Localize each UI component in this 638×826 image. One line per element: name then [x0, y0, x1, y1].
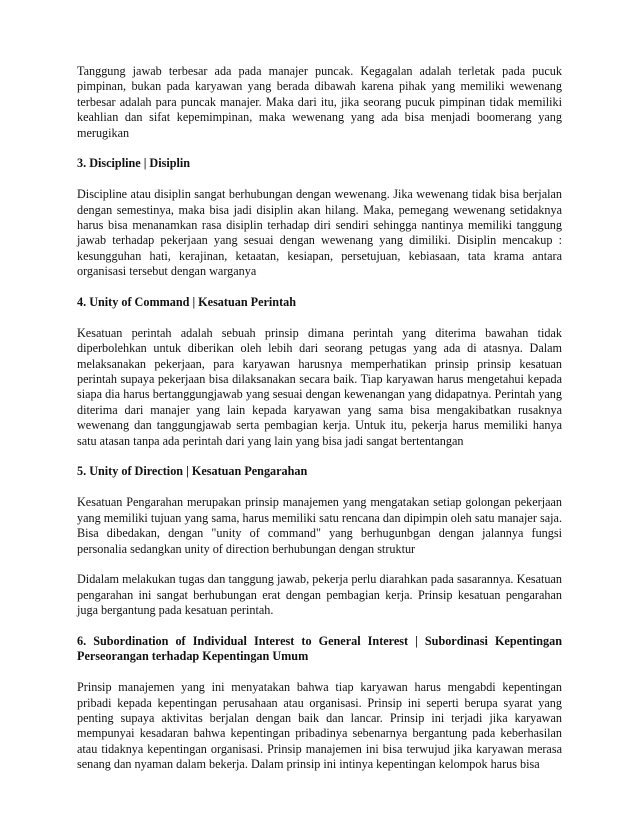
- spacer: [77, 172, 562, 187]
- intro-paragraph: Tanggung jawab terbesar ada pada manajer puncak. Kegagalan adalah terletak pada pucuk pimpinan, bukan pada karyawan yang berada dibawah karena pihak yang memiliki wewenang terbesar adalah para puncak manajer. Maka dari itu, jika seorang pucuk pimpinan tidak memiliki keahlian dan sifat kepemimpinan, maka wewenang yang ada bisa menjadi boomerang yang merugikan: [77, 64, 562, 140]
- section-heading-unity-of-command: 4. Unity of Command | Kesatuan Perintah: [77, 295, 297, 310]
- spacer: [77, 280, 562, 295]
- section-heading-subordination: 6. Subordination of Individual Interest to General Interest | Subordinasi Kepentingan Perseorangan terhadap Kepentingan Umum: [77, 633, 562, 664]
- spacer: [77, 449, 562, 464]
- spacer: [77, 480, 562, 495]
- section-paragraph: Kesatuan Pengarahan merupakan prinsip manajemen yang mengatakan setiap golongan pekerjaan yang memiliki tujuan yang sama, harus memiliki satu rencana dan dipimpin oleh satu manajer saja. Bisa dibedakan, dengan "unity of command" yang berhugunbgan dengan jalannya fungsi personalia sedangkan unity of direction berhubungan dengan struktur: [77, 495, 562, 556]
- spacer: [77, 141, 562, 156]
- section-heading-discipline: 3. Discipline | Disiplin: [77, 156, 191, 171]
- section-heading-unity-of-direction: 5. Unity of Direction | Kesatuan Pengarahan: [77, 464, 308, 479]
- spacer: [77, 310, 562, 325]
- section-paragraph: Kesatuan perintah adalah sebuah prinsip dimana perintah yang diterima bawahan tidak diperbolehkan untuk diberikan oleh lebih dari seorang petugas yang ada di atasnya. Dalam melaksanakan pekerjaan, para karyawan harusnya memperhatikan prinsip prinsip kesatuan perintah supaya pekerjaan bisa dilaksanakan secara baik. Tiap karyawan harus mengetahui kepada siapa dia harus bertanggungjawab yang sesuai dengan kewenangan yang didapatnya. Perintah yang diterima dari manajer yang lain kepada karyawan yang sama bisa mengakibatkan rusaknya wewenang dan tanggungjawab serta pembagian kerja. Untuk itu, pekerja harus memiliki hanya satu atasan tanpa ada perintah dari yang lain yang bisa jadi sangat bertentangan: [77, 325, 562, 448]
- section-paragraph: Prinsip manajemen yang ini menyatakan bahwa tiap karyawan harus mengabdi kepentingan pribadi kepada kepentingan perusahaan atau organisasi. Prinsip ini seperti berupa syarat yang penting supaya aktivitas berjalan dengan baik dan lancar. Prinsip ini terjadi jika karyawan mempunyai kesadaran bahwa kepentingan pribadinya sebenarnya bergantung pada keberhasilan atau tidaknya kepentingan organisasi. Prinsip manajemen ini bisa terwujud jika karyawan merasa senang dan nyaman dalam bekerja. Dalam prinsip ini intinya kepentingan kelompok harus bisa: [77, 680, 562, 772]
- section-paragraph: Discipline atau disiplin sangat berhubungan dengan wewenang. Jika wewenang tidak bisa berjalan dengan semestinya, maka bisa jadi disiplin akan hilang. Maka, pemegang wewenang setidaknya harus bisa menanamkan rasa disiplin terhadap diri sendiri sehingga nantinya memiliki tanggung jawab terhadap pekerjaan yang sesuai dengan wewenang yang dimiliki. Disiplin mencakup : kesungguhan hati, kerajinan, ketaatan, kesiapan, persetujuan, kebiasaan, tata krama antara organisasi tersebut dengan warganya: [77, 187, 562, 279]
- document-body: [77, 64, 562, 773]
- spacer: [77, 557, 562, 572]
- spacer: [77, 619, 562, 634]
- spacer: [77, 665, 562, 680]
- section-paragraph: Didalam melakukan tugas dan tanggung jawab, pekerja perlu diarahkan pada sasarannya. Kesatuan pengarahan ini sangat berhubungan erat dengan pembagian kerja. Prinsip kesatuan pengarahan juga bergantung pada kesatuan perintah.: [77, 572, 562, 618]
